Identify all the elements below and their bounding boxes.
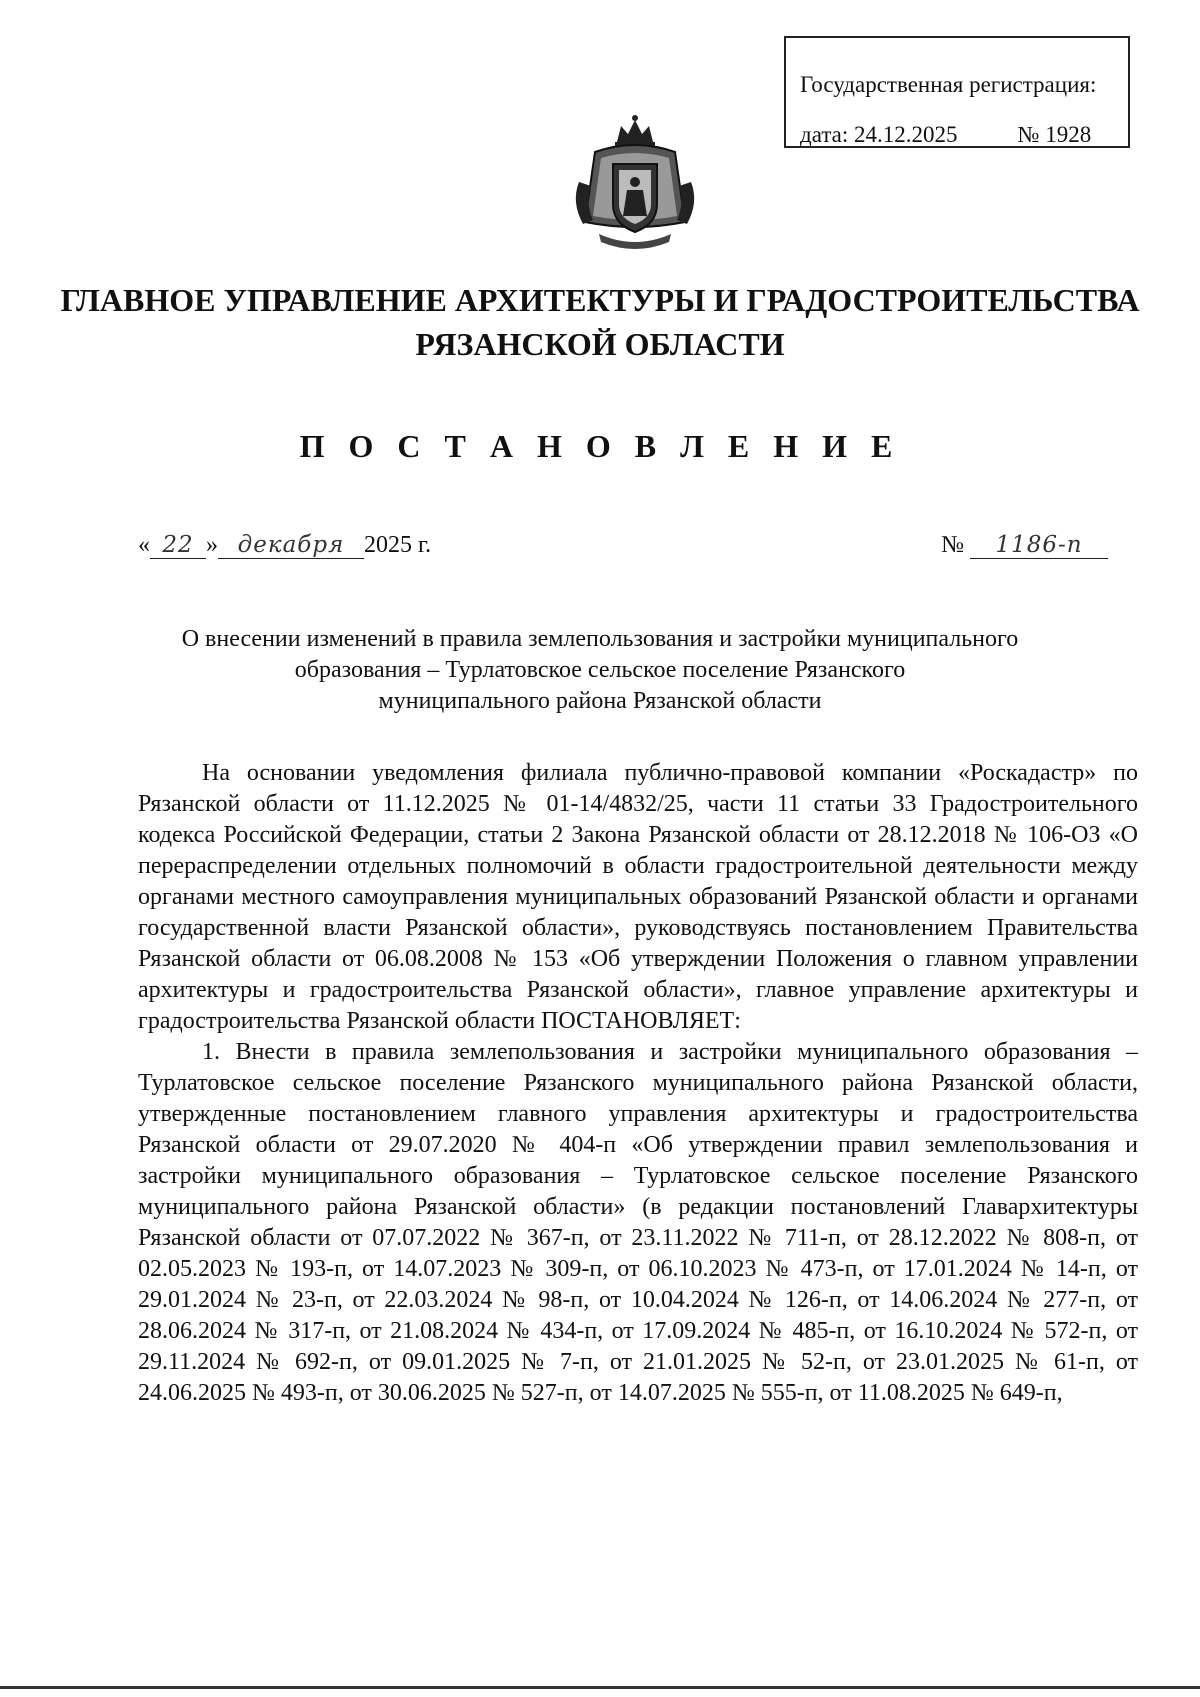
- page-bottom-edge: [0, 1686, 1200, 1689]
- authority-line-2: РЯЗАНСКОЙ ОБЛАСТИ: [415, 326, 785, 362]
- document-type: П О С Т А Н О В Л Е Н И Е: [299, 428, 901, 464]
- registration-date: дата: 24.12.2025: [800, 122, 958, 147]
- registration-details: [800, 110, 1128, 160]
- body-item-1: 1. Внести в правила землепользования и застройки муниципального образования – Турлатовское сельское поселение Рязанского муниципального района Рязанской области, утвержденные постановлением главного управления архитектуры и градостроительства Рязанской области от 29.07.2020 № 404-п «Об утверждении правил землепользования и застройки муниципального образования – Турлатовское сельское поселение Рязанского муниципального района Рязанской области» (в редакции постановлений Главархитектуры Рязанской области от 07.07.2022 № 367-п, от 23.11.2022 № 711-п, от 28.12.2022 № 808-п, от 02.05.2023 № 193-п, от 14.07.2023 № 309-п, от 06.10.2023 № 473-п, от 17.01.2024 № 14-п, от 29.01.2024 № 23-п, от 22.03.2024 № 98-п, от 10.04.2024 № 126-п, от 14.06.2024 № 277-п, от 28.06.2024 № 317-п, от 21.08.2024 № 434-п, от 17.09.2024 № 485-п, от 16.10.2024 № 572-п, от 29.11.2024 № 692-п, от 09.01.2025 № 7-п, от 21.01.2025 № 52-п, от 23.01.2025 № 61-п, от 24.06.2025 № 493-п, от 30.06.2025 № 527-п, от 14.07.2025 № 555-п, от 11.08.2025 № 649-п,: [138, 1039, 1138, 1406]
- subject-line-3: муниципального района Рязанской области: [378, 688, 822, 714]
- subject-line-1: О внесении изменений в правила землепользования и застройки муниципального: [181, 626, 1019, 652]
- coat-of-arms-icon: [565, 112, 705, 256]
- document-subject: [140, 624, 1060, 717]
- issuing-authority: [60, 278, 1140, 366]
- body-paragraph-1: На основании уведомления филиала публично-правовой компании «Роскадастр» по Рязанской области от 11.12.2025 № 01-14/4832/25, части 11 статьи 33 Градостроительного кодекса Российской Федерации, статьи 2 Закона Рязанской области от 28.12.2018 № 106-ОЗ «О перераспределении отдельных полномочий в области градостроительной деятельности между органами местного самоуправления муниципальных образований Рязанской области и органами государственной власти Рязанской области», руководствуясь постановлением Правительства Рязанской области от 06.08.2008 № 153 «Об утверждении Положения о главном управлении архитектуры и градостроительства Рязанской области», главное управление архитектуры и градостроительства Рязанской области ПОСТАНОВЛЯЕТ:: [138, 760, 1138, 1034]
- date-year: 2025 г.: [364, 532, 432, 558]
- number-sign: №: [941, 532, 964, 558]
- date-open-quote: «: [138, 532, 150, 558]
- document-number: [941, 532, 1108, 559]
- subject-line-2: образования – Турлатовское сельское поселение Рязанского: [294, 657, 906, 683]
- document-body: [138, 758, 1138, 1409]
- handwritten-month: декабря: [218, 532, 364, 559]
- handwritten-number: 1186-п: [970, 532, 1108, 559]
- document-date: [138, 532, 431, 559]
- registration-number: № 1928: [1017, 122, 1092, 147]
- date-close-quote: »: [206, 532, 218, 558]
- handwritten-day: 22: [150, 532, 206, 559]
- authority-line-1: ГЛАВНОЕ УПРАВЛЕНИЕ АРХИТЕКТУРЫ И ГРАДОСТРОИТЕЛЬСТВА: [60, 282, 1140, 318]
- registration-title: Государственная регистрация:: [800, 72, 1097, 97]
- registration-stamp: [784, 36, 1130, 148]
